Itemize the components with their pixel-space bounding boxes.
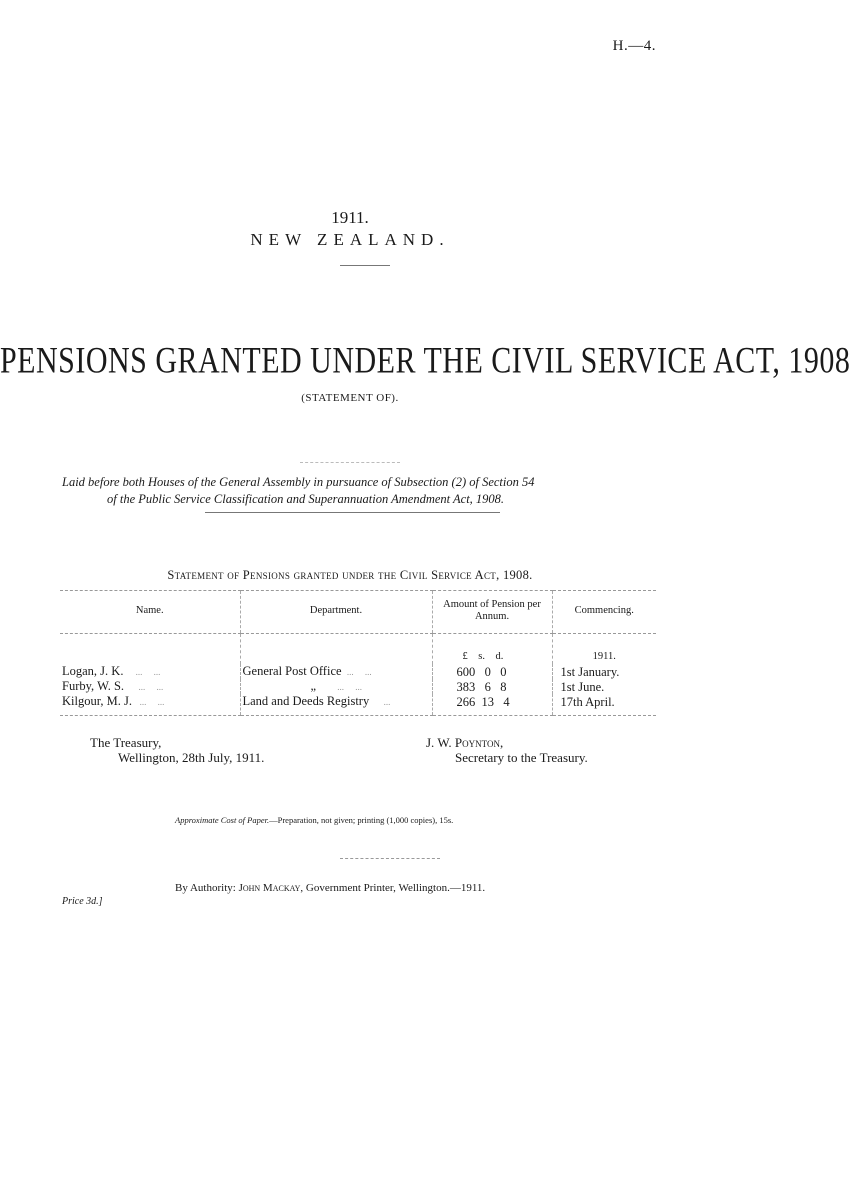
price-note: Price 3d.] [62, 896, 103, 907]
divider [300, 462, 400, 463]
divider [340, 265, 390, 266]
table-header-row [60, 591, 656, 634]
table-row [60, 664, 656, 679]
imprint-printer: John Mackay, [238, 882, 304, 894]
pensioner-name: Furby, W. S. [62, 679, 125, 693]
leader-dots: ... [372, 697, 391, 707]
cost-text: —Preparation, not given; printing (1,000 copies), 15s. [269, 815, 454, 825]
divider [205, 512, 500, 513]
signature-place: The Treasury, [90, 735, 162, 750]
amount-shillings: 0 [484, 664, 491, 679]
signatory-position: Secretary to the Treasury. [455, 750, 588, 765]
amount-pence: 8 [500, 679, 507, 694]
printing-cost-note [175, 815, 453, 825]
laid-before-line-2: of the Public Service Classification and Superannuation Amendment Act, 1908. [107, 492, 505, 506]
department: „ [310, 679, 317, 693]
signatory-surname: Poynton, [454, 735, 504, 750]
unit-pence: d. [495, 651, 504, 662]
signatory-name [426, 735, 503, 751]
table-row [60, 679, 656, 694]
signatory-initials: J. W. [426, 735, 452, 750]
document-subtitle: (STATEMENT OF). [301, 392, 399, 404]
amount-pence: 4 [503, 694, 510, 709]
printer-imprint [175, 882, 485, 894]
year-heading: 1911. [331, 208, 369, 227]
document-title: PENSIONS GRANTED UNDER THE CIVIL SERVICE ACT, 1908 [0, 340, 850, 382]
column-header-amount: Amount of Pension per Annum. [432, 591, 552, 634]
table-row [60, 694, 656, 716]
laid-before-line-1: Laid before both Houses of the General Assembly in pursuance of Subsection (2) of Section 54 [62, 475, 535, 489]
leader-dots: ... ... [127, 682, 164, 692]
report-reference: H.—4. [612, 38, 656, 54]
leader-dots: ... ... [135, 697, 165, 707]
amount-shillings: 13 [481, 694, 494, 709]
department: General Post Office [242, 664, 342, 678]
pensions-table [60, 590, 656, 716]
imprint-prefix: By Authority: [175, 882, 236, 894]
column-header-department: Department. [240, 591, 432, 634]
divider [340, 858, 440, 859]
pensioner-name: Logan, J. K. [62, 664, 124, 678]
leader-dots: ... ... [319, 682, 362, 692]
column-header-name: Name. [60, 591, 240, 634]
amount-pence: 0 [500, 664, 507, 679]
laid-before-note [62, 474, 658, 508]
unit-year: 1911. [552, 634, 656, 665]
commencing-date: 1st January. [552, 664, 656, 679]
leader-dots: ... ... [344, 667, 372, 677]
amount-pounds: 383 [456, 679, 476, 694]
statement-title: Statement of Pensions granted under the Civil Service Act, 1908. [167, 568, 533, 582]
pensioner-name: Kilgour, M. J. [62, 694, 132, 708]
unit-shillings: s. [478, 651, 485, 662]
signature-date: Wellington, 28th July, 1911. [118, 750, 265, 765]
country-heading: NEW ZEALAND. [250, 230, 450, 249]
commencing-date: 1st June. [552, 679, 656, 694]
units-row [60, 634, 656, 665]
amount-pounds: 266 [456, 694, 476, 709]
amount-shillings: 6 [484, 679, 491, 694]
unit-pounds: £ [462, 651, 468, 662]
department: Land and Deeds Registry [242, 694, 370, 708]
commencing-date: 17th April. [552, 694, 656, 716]
cost-label: Approximate Cost of Paper. [175, 815, 270, 825]
leader-dots: ... ... [126, 667, 161, 677]
amount-pounds: 600 [456, 664, 476, 679]
column-header-commencing: Commencing. [552, 591, 656, 634]
imprint-suffix: Government Printer, Wellington.—1911. [305, 882, 486, 894]
